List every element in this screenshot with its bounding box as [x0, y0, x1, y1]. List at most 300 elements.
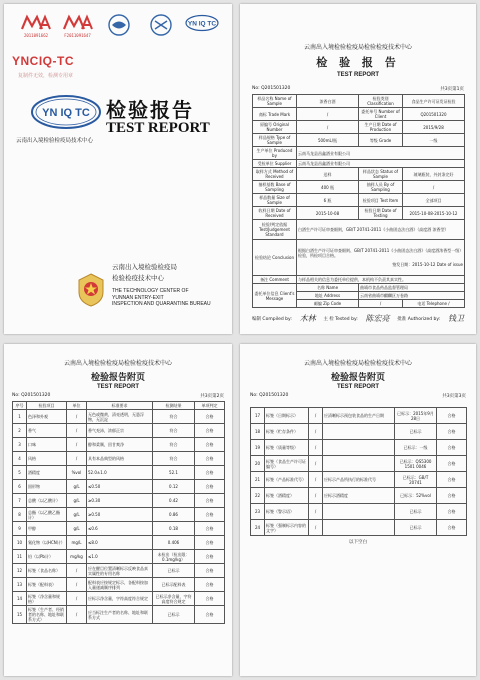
cover-org-en-line-3: INSPECTION AND QUARANTINE BUREAU: [112, 301, 211, 307]
attach1-col-unit: 单位: [67, 402, 87, 410]
unit: /: [67, 438, 87, 452]
info-label: 样品状态 Status of Sample: [359, 168, 403, 181]
info-label: 受检单位 Supplier: [253, 160, 297, 168]
attach1-results-table: [12, 401, 225, 624]
report-info-row: [253, 147, 465, 160]
cnas-icon: [108, 14, 130, 36]
table-row: [13, 508, 225, 522]
unit: /: [309, 424, 323, 440]
judgement: 合格: [437, 408, 467, 424]
cnas-logo: [99, 14, 139, 38]
row-number: 9: [13, 522, 27, 536]
test-item: 标签（警示语）: [265, 504, 309, 520]
unit: /: [67, 564, 87, 578]
standard-requirement: 醇和柔顺，回甘爽净: [87, 438, 153, 452]
zip-value: [359, 300, 403, 308]
standard-requirement: 配料表应按规定标示，各配料按加入量递减顺序排列: [87, 578, 153, 592]
standard-requirement: 应标示酒精度: [323, 488, 395, 504]
compiled-signature: 木林: [299, 314, 316, 323]
cma-logo-2: [58, 14, 98, 38]
judgement: 合格: [195, 578, 225, 592]
attach1-header-cn: 云南出入境检验检疫局检验检疫技术中心: [63, 360, 172, 367]
test-item: 标签（贮存条件）: [265, 424, 309, 440]
standard-requirement: [323, 520, 395, 536]
standard-requirement: ≤8.0: [87, 536, 153, 550]
info-label: 等级 Grade: [359, 134, 403, 147]
standard-requirement: 应标示净含量，字符高度符合规定: [87, 592, 153, 606]
test-result: 已标示：52%vol: [395, 488, 437, 504]
judgement: 合格: [195, 438, 225, 452]
standard-requirement: ≤0.6: [87, 522, 153, 536]
test-result: 已标示: [153, 564, 195, 578]
info-value: 2015-10-08: [297, 207, 359, 220]
table-row: [251, 504, 467, 520]
info-value: 一级: [403, 134, 465, 147]
test-result: 已标示净含量，字符高度符合规定: [153, 592, 195, 606]
test-item: 甲醇: [27, 522, 67, 536]
end-note: 以下空白: [349, 540, 367, 545]
standard-requirement: 具有本品典型的风格: [87, 452, 153, 466]
row-number: 3: [13, 438, 27, 452]
table-row: [13, 578, 225, 592]
info-value: /: [297, 108, 359, 121]
tel-value: /: [448, 301, 450, 306]
report-info-row: [253, 108, 465, 121]
test-item: 标签（酒精度）: [265, 488, 309, 504]
row-number: 4: [13, 452, 27, 466]
judgement: 合格: [195, 494, 225, 508]
conclusion-cell: [297, 240, 465, 276]
judgement: 合格: [195, 564, 225, 578]
judgement: 合格: [437, 504, 467, 520]
test-item: 标签（质量等级）: [265, 440, 309, 456]
unit: /: [309, 520, 323, 536]
ynciq-logo-small: [182, 14, 222, 38]
test-item: 总酸（以乙酸计）: [27, 494, 67, 508]
judgement: 合格: [195, 522, 225, 536]
attach1-title-cn: 检验报告附页: [90, 373, 145, 383]
standard-requirement: ≤1.0: [87, 550, 153, 564]
test-result: 已标示配料表: [153, 578, 195, 592]
standard-requirement: [323, 504, 395, 520]
report-page-count: 共3页第1页: [440, 87, 464, 92]
row-number: 20: [251, 456, 265, 472]
info-label: 抽样基数 Base of Sampling: [253, 181, 297, 194]
ciq-badge: [76, 272, 106, 312]
client-label: 委托单位信息 Client's Message: [253, 284, 297, 308]
test-item: 标签（生产者、经销者的名称、地址和联系方式）: [27, 606, 67, 624]
judgement: 合格: [195, 410, 225, 424]
conclusion-value: 根据白酒生产许可证审查细则、GB/T 20741-2011《小曲固态法白酒》（高度酒浓香型一级）检验，所检项目合格。: [298, 248, 462, 258]
info-value: 食品生产许可证发证检验: [403, 95, 465, 108]
test-item: 标签（日期标示）: [265, 408, 309, 424]
cma-icon: [19, 14, 53, 32]
cover-org-line-1: 云南出入境检验检疫局: [112, 263, 177, 271]
info-value: 2015-10-08-2015-10-12: [403, 207, 465, 220]
attach1-header-row: [13, 402, 225, 410]
info-label: 样品数量 Size of Sample: [253, 194, 297, 207]
zip-label: 邮编 Zip Code: [297, 300, 359, 308]
info-value: /: [403, 181, 465, 194]
judgement: 合格: [195, 536, 225, 550]
ynciq-icon: [184, 14, 220, 32]
test-item: 标签（配料表）: [27, 578, 67, 592]
table-row: [251, 488, 467, 504]
unit: /: [309, 472, 323, 488]
tel-cell: [403, 300, 465, 308]
attach1-title-en: TEST REPORT: [96, 384, 139, 390]
ilac-icon: [150, 14, 172, 36]
standard-requirement: 应在醒目位置清晰标示反映食品真实属性的专用名称: [87, 564, 153, 578]
row-number: 14: [13, 592, 27, 606]
info-value: 500mL/瓶: [297, 134, 359, 147]
attach2-number-line: [240, 393, 476, 399]
zip-text: /: [379, 301, 382, 306]
standard-requirement: 应标示产品所执行的标准代号: [323, 472, 395, 488]
judgement: 合格: [195, 424, 225, 438]
table-row: [13, 550, 225, 564]
row-number: 12: [13, 564, 27, 578]
report-info-table: [252, 94, 465, 308]
info-label: 生产日期 Date of Production: [359, 121, 403, 134]
judgement: 合格: [437, 424, 467, 440]
cover-org-cn: [112, 262, 177, 284]
remark-value: 与样品相关的信息为委托单位提供，本机构不负责其真实性。: [297, 276, 465, 284]
info-label: 收样日期 Date of Received: [253, 207, 297, 220]
unit: g/L: [67, 480, 87, 494]
report-info-row: [253, 207, 465, 220]
unit: /: [309, 488, 323, 504]
client-name: 曲靖市食品药品监督管理局: [359, 284, 465, 292]
report-title-en: TEST REPORT: [336, 72, 379, 78]
test-item: 氰化物（以HCN计）: [27, 536, 67, 550]
judgement: 合格: [437, 488, 467, 504]
row-number: 7: [13, 494, 27, 508]
table-row: [13, 592, 225, 606]
client-address-label: 地址 Address: [297, 292, 359, 300]
standard-label: 检验/判定依据 Test/Judgement Standard: [253, 220, 297, 240]
table-row: [251, 520, 467, 536]
info-label: 商标 Trade Mark: [253, 108, 297, 121]
table-row: [13, 606, 225, 624]
row-number: 6: [13, 480, 27, 494]
report-title-cn: 检 验 报 告: [316, 56, 400, 69]
test-result: 已标示: [395, 424, 437, 440]
info-label: 生产单位 Produced by: [253, 147, 297, 160]
report-page: [240, 4, 476, 334]
test-item: 色泽和外观: [27, 410, 67, 424]
attach2-results-table: [250, 407, 467, 536]
info-value: 浓香白酒: [297, 95, 359, 108]
unit: /: [309, 504, 323, 520]
row-number: 24: [251, 520, 265, 536]
report-info-row: [253, 134, 465, 147]
table-row: [13, 536, 225, 550]
judgement: 合格: [195, 592, 225, 606]
info-value: 云南马龙县昌鑫酒业有限公司: [297, 147, 465, 160]
info-value: 云南马龙县昌鑫酒业有限公司: [297, 160, 465, 168]
cover-org-line-2: 检验检疫技术中心: [112, 274, 164, 282]
test-result: 已标示: [395, 504, 437, 520]
judgement: 合格: [437, 472, 467, 488]
test-result: 符合: [153, 438, 195, 452]
judgement: 合格: [195, 466, 225, 480]
info-value: 送样: [297, 168, 359, 181]
row-number: 5: [13, 466, 27, 480]
judgement: 合格: [437, 520, 467, 536]
test-item: 风格: [27, 452, 67, 466]
attach1-col-standard: 标准要求: [87, 402, 153, 410]
unit: g/L: [67, 522, 87, 536]
info-label: 样品名称 Name of Sample: [253, 95, 297, 108]
judgement: 合格: [195, 480, 225, 494]
test-result: 已标示：2015年9月28日: [395, 408, 437, 424]
report-info-row: [253, 181, 465, 194]
client-name-row: [253, 284, 465, 292]
info-label: 检验类别 Classification: [359, 95, 403, 108]
attach1-number: No: Q201501320: [12, 393, 51, 398]
attach2-page-count: 共3页第3页: [442, 394, 466, 399]
client-address: 云南省曲靖市麒麟区万卷路: [359, 292, 465, 300]
info-value: 全部项目: [403, 194, 465, 207]
test-item: 香气: [27, 424, 67, 438]
test-result: 符合: [153, 424, 195, 438]
info-value: 400 瓶: [297, 181, 359, 194]
tel-label: 电话 Telephone: [417, 301, 447, 306]
unit: /: [67, 592, 87, 606]
info-value: 6 瓶: [297, 194, 359, 207]
report-header-cn: 云南出入境检验检疫局检验检疫技术中心: [303, 44, 412, 51]
unit: g/L: [67, 494, 87, 508]
standard-value: 白酒生产许可证审查细则，GB/T 20741-2011《小曲固态法白酒》（高度酒 浓香型）: [297, 220, 465, 240]
table-row: [13, 494, 225, 508]
report-number: No: Q201501320: [252, 86, 291, 91]
judgement: 合格: [437, 440, 467, 456]
row-number: 10: [13, 536, 27, 550]
table-row: [251, 472, 467, 488]
test-result: 0.42: [153, 494, 195, 508]
svg-text:YN IQ TC: YN IQ TC: [187, 20, 217, 28]
row-number: 13: [13, 578, 27, 592]
report-number-line: [240, 86, 476, 92]
table-row: [251, 424, 467, 440]
test-result: 已标示：QS5300 1501 0046: [395, 456, 437, 472]
table-row: [13, 438, 225, 452]
attach1-col-judgement: 单项判定: [195, 402, 225, 410]
standard-requirement: ≤0.50: [87, 480, 153, 494]
unit: g/L: [67, 508, 87, 522]
standard-requirement: ≥0.50: [87, 508, 153, 522]
info-label: 原编号 Original Number: [253, 121, 297, 134]
judgement: 合格: [195, 452, 225, 466]
unit: mg/kg: [67, 550, 87, 564]
standard-requirement: ≥0.30: [87, 494, 153, 508]
cover-org-en-line-1: THE TECHNOLOGY CENTER OF: [112, 288, 189, 294]
attach2-title-en: TEST REPORT: [336, 384, 379, 390]
attach2-number: No: Q201501320: [250, 393, 289, 398]
standard-requirement: [323, 440, 395, 456]
test-item: 酒精度: [27, 466, 67, 480]
table-row: [13, 424, 225, 438]
attachment-page-1: [4, 344, 232, 676]
checked-signature: 陈宏亮: [365, 314, 390, 323]
ynciq-emblem-icon: [30, 94, 102, 130]
ynciq-emblem: [30, 94, 102, 134]
standard-requirement: 应当标注生产者的名称、地址和联系方式: [87, 606, 153, 624]
standard-requirement: 应清晰标示预包装食品的生产日期: [323, 408, 395, 424]
cover-org-en: [112, 288, 211, 308]
info-label: 委托单号 Number of Client: [359, 108, 403, 121]
test-result: 已标示: [395, 520, 437, 536]
cma-logo-1: [16, 14, 56, 38]
test-result: 0.86: [153, 508, 195, 522]
test-result: 0.12: [153, 480, 195, 494]
ilac-logo: [141, 14, 181, 38]
row-number: 11: [13, 550, 27, 564]
report-info-row: [253, 168, 465, 181]
org-code: YNCIQ-TC: [12, 54, 74, 68]
table-row: [251, 408, 467, 424]
attachment-page-2: [240, 344, 476, 676]
test-result: 未检出（检出限：0.1mg/kg）: [153, 550, 195, 564]
attach1-page-count: 共3页第2页: [200, 394, 224, 399]
authorized-signature: 钱卫: [447, 314, 464, 323]
test-result: 0.406: [153, 536, 195, 550]
test-item: 口味: [27, 438, 67, 452]
row-number: 22: [251, 488, 265, 504]
row-number: 17: [251, 408, 265, 424]
table-row: [13, 522, 225, 536]
cover-center-name: 云南出入境检验检疫局技术中心: [16, 138, 94, 144]
judgement: 合格: [437, 456, 467, 472]
unit: /: [67, 410, 87, 424]
test-item: 总酯（以乙酸乙酯计）: [27, 508, 67, 522]
cover-title-en: TEST REPORT: [106, 120, 210, 136]
standard-requirement: [323, 456, 395, 472]
info-label: 检验项目 Test Item: [359, 194, 403, 207]
test-item: 铅（以Pb计）: [27, 550, 67, 564]
attach1-col-item: 检验项目: [27, 402, 67, 410]
info-value: /: [297, 121, 359, 134]
checked-label: 主 检 Tested by:: [323, 316, 358, 322]
unit: /: [67, 424, 87, 438]
attach1-col-no: 序号: [13, 402, 27, 410]
info-label: 抽样人员 By of Sampling: [359, 181, 403, 194]
info-label: 取样方式 Method of Received: [253, 168, 297, 181]
conclusion-row: [253, 240, 465, 276]
row-number: 2: [13, 424, 27, 438]
row-number: 15: [13, 606, 27, 624]
test-result: 符合: [153, 452, 195, 466]
unit: %vol: [67, 466, 87, 480]
table-row: [13, 466, 225, 480]
judgement: 合格: [195, 606, 225, 624]
report-info-row: [253, 95, 465, 108]
standard-row: [253, 220, 465, 240]
faded-note: 复制件无效，检测专用章: [18, 73, 74, 79]
unit: /: [67, 606, 87, 624]
judgement: 合格: [195, 508, 225, 522]
test-result: 已标示：GB/T 20741: [395, 472, 437, 488]
signature-line: [240, 313, 476, 324]
table-row: [13, 452, 225, 466]
info-value: Q201501320: [403, 108, 465, 121]
test-item: 标签（产品标准代号）: [265, 472, 309, 488]
test-result: 符合: [153, 410, 195, 424]
svg-text:YN IQ TC: YN IQ TC: [42, 107, 90, 119]
report-info-row: [253, 194, 465, 207]
report-info-row: [253, 121, 465, 134]
remark-label: 备注 Comment: [253, 276, 297, 284]
conclusion-label: 检验结论 Conclusion: [253, 240, 297, 276]
info-value: 2015/9/28: [403, 121, 465, 134]
info-label: 样品规格 Type of Sample: [253, 134, 297, 147]
issue-date: 签发日期：2015-10-12 Date of issue: [392, 262, 463, 267]
cover-title-cn: 检验报告: [106, 98, 194, 122]
test-result: 0.18: [153, 522, 195, 536]
table-row: [13, 410, 225, 424]
attach1-col-result: 检测结果: [153, 402, 195, 410]
attach2-header-cn: 云南出入境检验检疫局检验检疫技术中心: [303, 360, 412, 367]
unit: mg/L: [67, 536, 87, 550]
unit: /: [309, 408, 323, 424]
standard-requirement: 无色或微黄，清亮透明，无悬浮物，无沉淀: [87, 410, 153, 424]
judgement: 合格: [195, 550, 225, 564]
cover-page: [4, 4, 232, 334]
test-item: 标签（食品生产许可证编号）: [265, 456, 309, 472]
unit: /: [309, 456, 323, 472]
standard-requirement: 52.0±1.0: [87, 466, 153, 480]
certification-logos: [16, 14, 222, 38]
table-row: [13, 564, 225, 578]
row-number: 8: [13, 508, 27, 522]
report-info-row: [253, 160, 465, 168]
standard-requirement: 香气充沛，浓郁正宗: [87, 424, 153, 438]
cma-number-2: F2011091647: [64, 33, 91, 38]
authorized-label: 批准 Authorized by:: [397, 316, 441, 322]
row-number: 19: [251, 440, 265, 456]
test-result: 52.1: [153, 466, 195, 480]
info-value: 玻璃瓶装，外封条完好: [403, 168, 465, 181]
row-number: 21: [251, 472, 265, 488]
table-row: [251, 456, 467, 472]
compiled-label: 编制 Compiled by:: [252, 316, 292, 322]
attach1-number-line: [4, 393, 232, 399]
table-row: [13, 480, 225, 494]
ciq-badge-icon: [76, 272, 106, 308]
row-number: 23: [251, 504, 265, 520]
standard-requirement: [323, 424, 395, 440]
info-label: 检验日期 Date of Testing: [359, 207, 403, 220]
unit: /: [309, 440, 323, 456]
test-item: 标签（食品名称）: [27, 564, 67, 578]
cma-icon: [61, 14, 95, 32]
row-number: 18: [251, 424, 265, 440]
attach2-title-cn: 检验报告附页: [330, 373, 385, 383]
unit: /: [67, 452, 87, 466]
client-name-label: 名称 Name: [297, 284, 359, 292]
remark-row: [253, 276, 465, 284]
unit: /: [67, 578, 87, 592]
row-number: 1: [13, 410, 27, 424]
test-result: 已标示: [153, 606, 195, 624]
test-item: 标签（强制标示内容的文字）: [265, 520, 309, 536]
cma-number-1: 2011091662: [23, 33, 49, 38]
table-row: [251, 440, 467, 456]
test-item: 固形物: [27, 480, 67, 494]
test-result: 已标示：一级: [395, 440, 437, 456]
test-item: 标签（净含量和规格）: [27, 592, 67, 606]
